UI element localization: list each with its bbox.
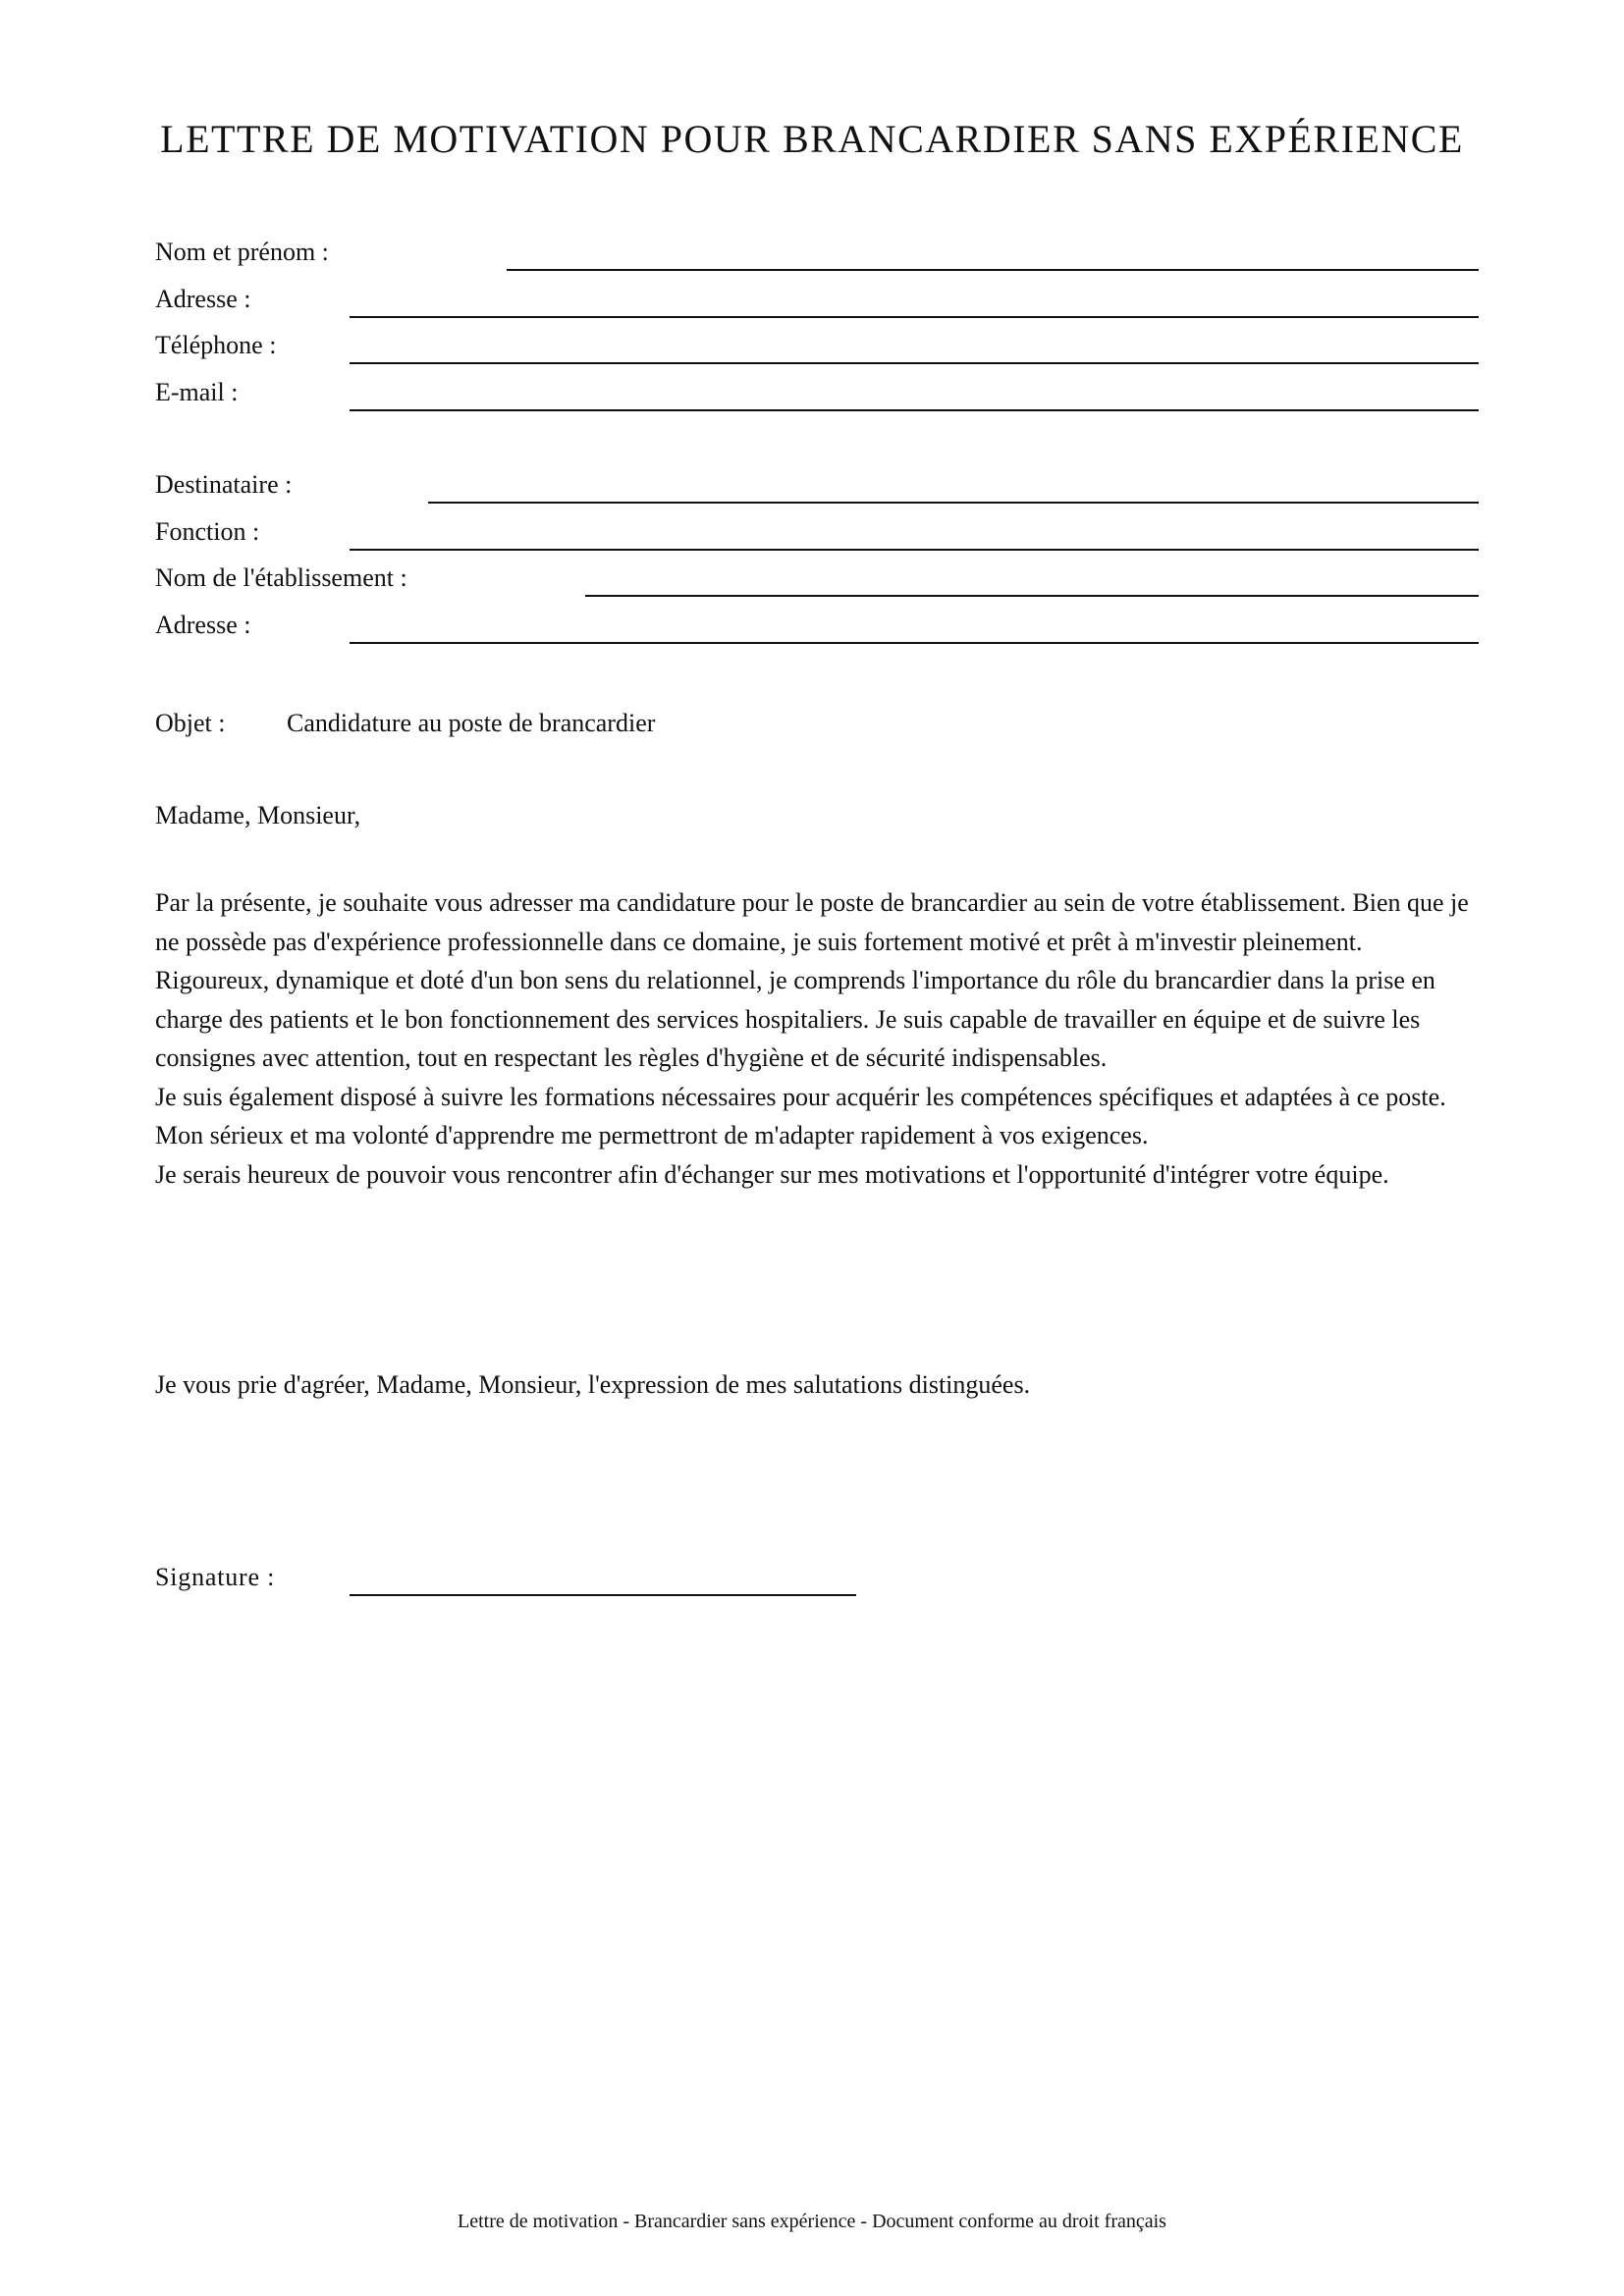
document-title: LETTRE DE MOTIVATION POUR BRANCARDIER SANS EXPÉRIENCE — [160, 117, 1464, 161]
subject-label: Objet : — [155, 709, 226, 737]
sender-phone-field[interactable] — [155, 331, 1479, 370]
sender-email-field[interactable] — [155, 378, 1479, 417]
establishment-name-line[interactable] — [585, 595, 1479, 597]
sender-address-line[interactable] — [350, 316, 1479, 318]
greeting: Madame, Monsieur, — [155, 801, 361, 829]
sender-phone-line[interactable] — [350, 362, 1479, 364]
subject-value: Candidature au poste de brancardier — [287, 709, 656, 737]
recipient-function-line[interactable] — [350, 549, 1479, 551]
recipient-function-label: Fonction : — [155, 517, 260, 546]
recipient-name-label: Destinataire : — [155, 470, 293, 499]
sender-name-field[interactable] — [155, 238, 1479, 277]
establishment-name-label: Nom de l'établissement : — [155, 563, 407, 592]
sender-address-label: Adresse : — [155, 285, 251, 313]
body-paragraph: Rigoureux, dynamique et doté d'un bon sens du relationnel, je comprends l'importance du rôle du brancardier dans la prise en charge des patients et le bon fonctionnement des services hospitaliers. Je suis capable de travailler en équipe et de suivre les consignes avec attention, tout en respectant les règles d'hygiène et de sécurité indispensables. — [155, 966, 1435, 1072]
signature-line[interactable] — [350, 1594, 856, 1596]
establishment-name-field[interactable] — [155, 563, 1479, 603]
sender-address-field[interactable] — [155, 285, 1479, 324]
recipient-name-line[interactable] — [428, 502, 1479, 504]
sender-email-line[interactable] — [350, 409, 1479, 411]
letter-body — [155, 883, 1490, 1194]
page-footer: Lettre de motivation - Brancardier sans expérience - Document conforme au droit français — [458, 2211, 1166, 2232]
signature-field[interactable] — [155, 1563, 856, 1602]
recipient-name-field[interactable] — [155, 470, 1479, 509]
sender-name-line[interactable] — [507, 269, 1479, 271]
recipient-address-label: Adresse : — [155, 611, 251, 639]
sender-phone-label: Téléphone : — [155, 331, 277, 359]
body-paragraph: Je serais heureux de pouvoir vous rencontrer afin d'échanger sur mes motivations et l'opportunité d'intégrer votre équipe. — [155, 1159, 1389, 1189]
sender-email-label: E-mail : — [155, 378, 239, 406]
sender-name-label: Nom et prénom : — [155, 238, 329, 266]
subject-line — [155, 709, 656, 738]
recipient-function-field[interactable] — [155, 517, 1479, 557]
signature-label: Signature : — [155, 1563, 276, 1591]
body-paragraph: Je suis également disposé à suivre les formations nécessaires pour acquérir les compétences spécifiques et adaptées à ce poste. Mon sérieux et ma volonté d'apprendre me permettront de m'adapter rapidement à vos exigences. — [155, 1082, 1446, 1149]
recipient-address-field[interactable] — [155, 611, 1479, 650]
closing-formula: Je vous prie d'agréer, Madame, Monsieur, l'expression de mes salutations distinguées. — [155, 1370, 1031, 1399]
body-paragraph: Par la présente, je souhaite vous adresser ma candidature pour le poste de brancardier au sein de votre établissement. Bien que je ne possède pas d'expérience professionnelle dans ce domaine, je suis fortement motivé et prêt à m'investir pleinement. — [155, 888, 1469, 956]
recipient-address-line[interactable] — [350, 642, 1479, 644]
